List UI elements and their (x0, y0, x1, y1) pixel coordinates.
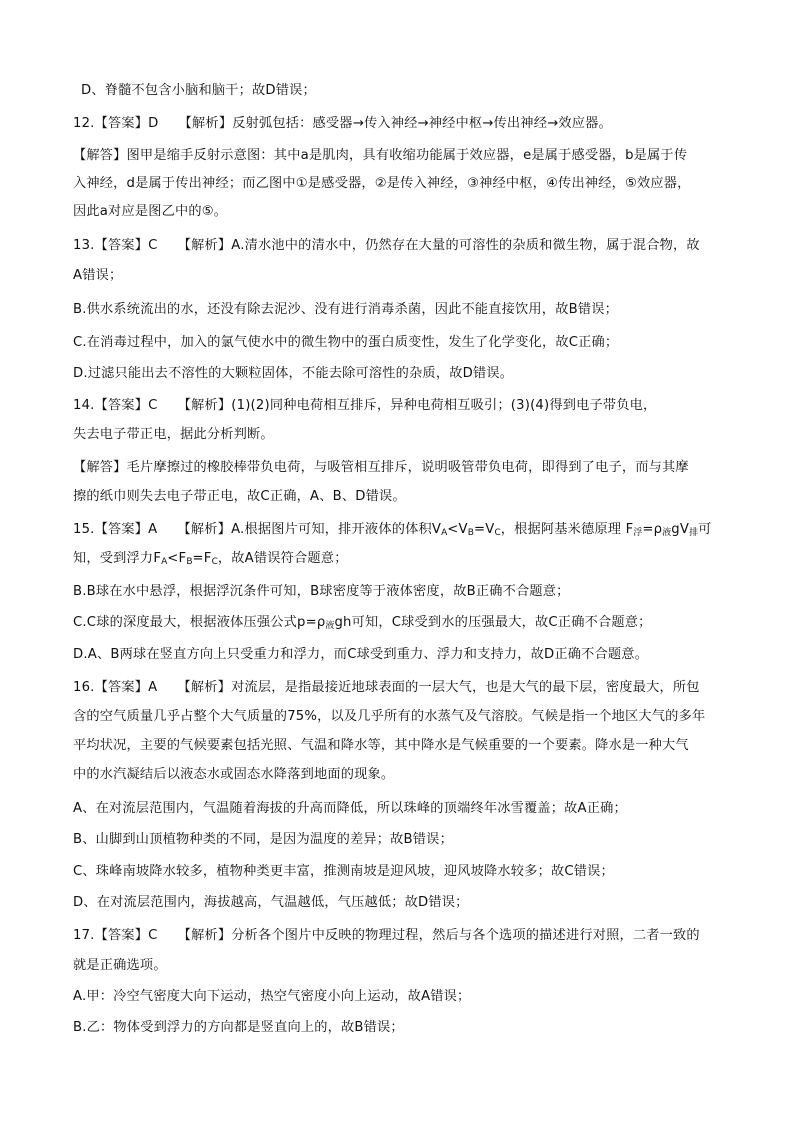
formula: <F (167, 551, 187, 566)
answer-12: 12.【答案】D 【解析】反射弧包括：感受器→传入神经→神经中枢→传出神经→效应器。 (73, 116, 612, 131)
text-line: B、山脚到山顶植物种类的不同，是因为温度的差异；故B错误； (73, 832, 453, 847)
formula: F (153, 551, 162, 566)
formula: =ρ (642, 522, 663, 537)
formula-v: V (431, 522, 442, 537)
text-line: B.B球在水中悬浮，根据浮沉条件可知，B球密度等于液体密度，故B正确不合题意； (73, 584, 570, 599)
subscript: C (494, 528, 501, 538)
subscript: 排 (689, 528, 699, 538)
answer-13: 13.【答案】C 【解析】A.清水池中的清水中，仍然存在大量的可溶性的杂质和微生物，属于混合物，故 (73, 238, 700, 253)
subscript: B (186, 557, 193, 567)
text-line: C.在消毒过程中，加入的氯气使水中的微生物中的蛋白质变性，发生了化学变化，故C正确； (73, 335, 619, 350)
formula-v: =V (473, 522, 495, 537)
answer-17: 17.【答案】C 【解析】分析各个图片中反映的物理过程，然后与各个选项的描述进行对照，二者一致的 (73, 928, 700, 943)
formula-v: <V (447, 522, 468, 537)
text-line: C、珠峰南坡降水较多，植物种类更丰富，推测南坡是迎风坡，迎风坡降水较多；故C错误； (73, 864, 614, 879)
text-line: B.乙：物体受到浮力的方向都是竖直向上的，故B错误； (73, 1020, 404, 1035)
text-segment: 可 (698, 522, 712, 537)
text-line: 【解答】图甲是缩手反射示意图：其中a是肌肉，具有收缩功能属于效应器，e是属于感受器，b是属于传 (73, 148, 688, 163)
answer-16: 16.【答案】A 【解析】对流层，是指最接近地球表面的一层大气，也是大气的最下层，密度最大，所包 (73, 680, 700, 695)
text-line: D.过滤只能出去不溶性的大颗粒固体，不能去除可溶性的杂质，故D错误。 (73, 366, 514, 381)
text-line: 中的水汽凝结后以液态水或固态水降落到地面的现象。 (73, 767, 395, 782)
text-line: 入神经，d是属于传出神经；而乙图中①是感受器，②是传入神经，③神经中枢，④传出神经，⑤效应器， (73, 176, 691, 191)
text-line: A.甲：冷空气密度大向下运动，热空气密度小向上运动，故A错误； (73, 989, 471, 1004)
text-segment: gh可知，C球受到水的压强最大，故C正确不合题意； (334, 615, 652, 630)
text-line (73, 549, 733, 569)
subscript: A (161, 557, 168, 567)
text-line: A、在对流层范围内，气温随着海拔的升高而降低，所以珠峰的顶端终年冰雪覆盖；故A正确； (73, 801, 627, 816)
text-segment: ，根据阿基米德原理 F (500, 522, 634, 537)
text-line: 含的空气质量几乎占整个大气质量的75%，以及几乎所有的水蒸气及气溶胶。气候是指一个地区大气的多年 (73, 709, 706, 724)
subscript: 液 (662, 528, 672, 538)
text-segment: 15.【答案】A 【解析】A.根据图片可知，排开液体的体积 (73, 522, 432, 537)
answer-15 (73, 520, 733, 540)
text-line: D、在对流层范围内，海拔越高，气温越低，气压越低；故D错误； (73, 895, 469, 910)
text-segment: ，故A错误符合题意； (217, 551, 348, 566)
subscript: A (441, 528, 448, 538)
subscript: 浮 (633, 528, 643, 538)
text-segment: 知，受到浮力 (73, 551, 154, 566)
text-line: 就是正确选项。 (73, 958, 167, 973)
text-line: D.A、B两球在竖直方向上只受重力和浮力，而C球受到重力、浮力和支持力，故D正确不合题意。 (73, 647, 649, 662)
text-line: 擦的纸巾则失去电子带正电，故C正确，A、B、D错误。 (73, 489, 406, 504)
formula: gV (671, 522, 690, 537)
answer-14: 14.【答案】C 【解析】(1)(2)同种电荷相互排斥，异种电荷相互吸引；(3)(4)得到电子带负电， (73, 398, 657, 413)
text-line: 失去电子带正电，据此分析判断。 (73, 427, 274, 442)
text-line: D、脊髓不包含小脑和脑干；故D错误； (81, 83, 316, 98)
text-line: 因此a对应是图乙中的⑤。 (73, 204, 228, 219)
text-line (73, 613, 733, 633)
text-line: B.供水系统流出的水，还没有除去泥沙、没有进行消毒杀菌，因此不能直接饮用，故B错误； (73, 302, 618, 317)
subscript: 液 (325, 621, 335, 631)
formula: =F (192, 551, 212, 566)
subscript: B (467, 528, 474, 538)
text-segment: C.C球的深度最大，根据液体压强公式p=ρ (73, 615, 326, 630)
text-line: 【解答】毛片摩擦过的橡胶棒带负电荷，与吸管相互排斥，说明吸管带负电荷，即得到了电子，而与其摩 (73, 460, 689, 475)
text-line: 平均状况，主要的气候要素包括光照、气温和降水等，其中降水是气候重要的一个要素。降水是一种大气 (73, 738, 689, 753)
text-line: A错误； (73, 268, 123, 283)
subscript: C (211, 557, 218, 567)
